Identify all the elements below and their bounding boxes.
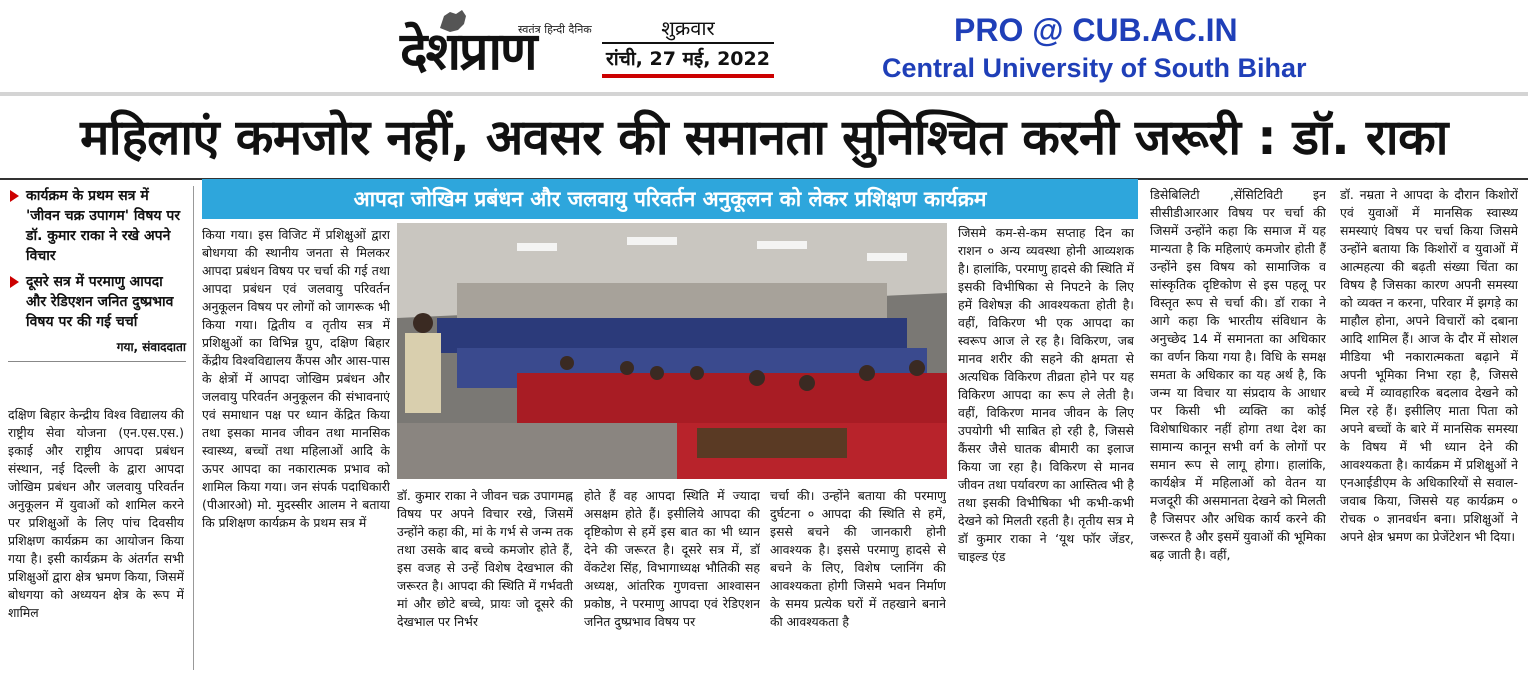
column-divider: [193, 186, 194, 670]
seminar-hall-photo: [397, 223, 947, 479]
column-text: होते हैं वह आपदा स्थिति में ज्यादा असक्षम होते हैं। इसीलिये आपदा की दृष्टिकोण से हमें इस बात का भी ध्यान देने की जरूरत है। दूसरे सत्र में, डॉ वेंकटेश सिंह, विभागाध्यक्ष भौतिकी सह अध्यक्ष, आंतरिक गुणवत्ता आश्वासन प्रकोष्ठ, ने परमाणु आपदा एवं रेडिएशन जनित दुष्प्रभाव विषय पर: [584, 488, 760, 629]
arrow-bullet-icon: [10, 190, 19, 202]
column-text: दक्षिण बिहार केन्द्रीय विश्व विद्यालय की राष्ट्रीय सेवा योजना (एन.एस.एस.) इकाई और राष्ट्रीय आपदा प्रबंधन संस्थान, नई दिल्ली के द्वारा आपदा जोखिम प्रबंधन और जलवायु परिवर्तन अनुकूलन में युवाओं को शामिल करने पर प्रशिक्षुओं के लिए पांच दिवसीय प्रशिक्षण कार्यक्रम का आयोजन किया गया है। इसी कार्यक्रम के अंतर्गत सभी प्रशिक्षुओं द्वारा क्षेत्र भ्रमण किया, जिसमें बोधगया को अध्ययन क्षेत्र के रूप में शामिल: [8, 407, 184, 620]
column-text: किया गया। इस विजिट में प्रशिक्षुओं द्वारा बोधगया की स्थानीय जनता से मिलकर आपदा प्रबंधन विषय पर चर्चा की गई तथा आपदा प्रबंधन एवं जलवायु परिवर्तन अनुकूलन विषय पर लोगों को जागरूक भी किया गया। द्वितीय व तृतीय सत्र में प्रशिक्षुओं का विभिन्न ग्रुप, दक्षिण बिहार केंद्रीय विश्वविद्यालय कैंपस और आस-पास के क्षेत्रों में आपदा जोखिम प्रबंधन और जलवायु परिवर्तन अनुकूलन की संभावनाएं एवं समाधान पक्ष पर ध्यान केंद्रित किया तथा इसका मानव जीवन तथा मानसिक स्वास्थ्य, बच्चों तथा महिलाओं आदि के ऊपर आपदा का नकारात्मक प्रभाव को शामिल किया गया। जन संपर्क पदाधिकारी (पीआरओ) मो. मुदस्सीर आलम ने बताया कि प्रशिक्षण कार्यक्रम के प्रथम सत्र में: [202, 227, 390, 530]
article-column-7: [1150, 186, 1326, 668]
highlights-box: [8, 186, 186, 370]
masthead: [0, 0, 1528, 92]
column-text: डॉ. कुमार राका ने जीवन चक्र उपागमह्न विषय पर अपने विचार रखे, जिसमें उन्होंने कहा की, मां के गर्भ से जन्म तक तथा उसके बाद बच्चे कमजोर होते हैं, इस वजह से उन्हें विशेष देखभाल की जरूरत है। आपदा की स्थिति में गर्भवती मां और छोटे बच्चे, प्रायः जो दूसरे की देखभाल पर निर्भर: [397, 488, 573, 629]
issue-date-block: [602, 16, 774, 78]
logo-text: देशप्राण: [400, 21, 536, 82]
logo-tagline: स्वतंत्र हिन्दी दैनिक: [518, 23, 592, 36]
seminar-hall-illustration: [397, 223, 947, 479]
column-text: डॉ. नम्रता ने आपदा के दौरान किशोरों एवं युवाओं में मानसिक स्वास्थ्य समस्याएं विषय पर चर्चा किया जिसमे उन्होंने बताया कि किशोरों व युवाओं में आत्महत्या की बढ़ती संख्या चिंता का विषय है जिसका कारण अपनी समस्या को व्यक्त न करना, परिवार में झगड़े का माहौल होना, अपने विचारों को दबाना आदि शामिल हैं। आज के दौर में सोशल मीडिया भी नकारात्मकता बढ़ाने में अपनी भूमिका निभा रहा है, जिससे बच्चे में व्यावहारिक बदलाव देखने को मिल रहे हैं। इसीलिए माता पिता को अपने बच्चों के बारे में मानसिक समस्या के विषय में भी ध्यान देने की आवश्यकता है। कार्यक्रम में प्रशिक्षुओं ने एनआईडीएम के अधिकारियों से सवाल-जवाब किया, जिससे यह कार्यक्रम ० रोचक ० ज्ञानवर्धन बना। प्रशिक्षुओं ने अपने क्षेत्र भ्रमण का प्रेजेंटेशन भी दिया।: [1340, 187, 1518, 544]
article-column-1: [8, 406, 184, 668]
date-divider: [602, 42, 774, 44]
issue-day: शुक्रवार: [661, 16, 715, 40]
dateline: गया, संवाददाता: [116, 340, 186, 354]
article-column-3: [397, 487, 573, 669]
page-title: महिलाएं कमजोर नहीं, अवसर की समानता सुनिश्चित करनी जरूरी : डॉ. राका: [80, 109, 1448, 166]
university-name: Central University of South Bihar: [882, 53, 1307, 83]
article-column-5: [770, 487, 946, 669]
arrow-bullet-icon: [10, 276, 19, 288]
subheadline: आपदा जोखिम प्रबंधन और जलवायु परिवर्तन अनुकूलन को लेकर प्रशिक्षण कार्यक्रम: [353, 187, 987, 211]
highlight-text: कार्यक्रम के प्रथम सत्र में 'जीवन चक्र उपागम' विषय पर डॉ. कुमार राका ने रखे अपने विचार: [26, 188, 181, 264]
dateline-rule: [8, 361, 186, 362]
date-underline: [602, 74, 774, 78]
column-text: चर्चा की। उन्होंने बताया की परमाणु दुर्घटना ० आपदा की स्थिति से हमें, इससे बचने की जानकारी होनी आवश्यक है। इससे परमाणु हादसे से बचने के लिए, विशेष प्लानिंग की आवश्यकता होगी जिसमे भवन निर्माण के समय प्रत्येक घरों में तहखाने बनाने की आवश्यकता है: [770, 488, 946, 629]
issue-date: रांची, 27 मई, 2022: [606, 48, 770, 70]
highlight-item: [8, 272, 186, 332]
newspaper-logo: [400, 8, 590, 86]
article-column-6: [958, 224, 1134, 668]
highlight-text: दूसरे सत्र में परमाणु आपदा और रेडिएशन जनित दुष्प्रभाव विषय पर की गई चर्चा: [26, 274, 174, 330]
article-column-8: [1340, 186, 1518, 668]
article-column-4: [584, 487, 760, 669]
masthead-divider: [0, 92, 1528, 96]
pro-email: PRO @ CUB.AC.IN: [954, 12, 1238, 48]
column-text: डिसेबिलिटी ,सेंसिटिविटी इन सीसीडीआरआर विषय पर चर्चा की जिसमें उन्होंने कहा कि समाज में यह मान्यता है कि महिलाएं कमजोर होती हैं उन्होंने इस विषय को सामाजिक व सांस्कृतिक दृष्टिकोण से इस पहलू पर विस्तृत रूप से चर्चा की। डॉ राका ने आगे कहा कि भारतीय संविधान के अनुच्छेद 14 में समानता का अधिकार का वर्णन किया गया है। विधि के समक्ष समता के अधिकार का यह अर्थ है, कि जन्म या विचार या संप्रदाय के आधार पर किसी भी व्यक्ति का कोई विशेषाधिकार नहीं होगा तथा देश का सामान्य कानून सभी वर्ग के लोगों पर समान रूप से लागू होगा। हालांकि, कार्यक्षेत्र में महिलाओं को वेतन या मजदूरी की असमानता देखने को मिलती है जिसपर और अधिक कार्य करने की जरूरत है और इसमें युवाओं की भूमिका बढ़ जाती है। वहीं,: [1150, 187, 1326, 562]
article-column-2: [202, 226, 390, 668]
column-text: जिसमे कम-से-कम सप्ताह दिन का राशन ० अन्य व्यवस्था होनी आव्यशक है। हालांकि, परमाणु हादसे की स्थिति में इसकी विभीषिका से निपटने के लिए हमें विशेषज्ञ की आवश्यकता होती है। वहीं, विकिरण भी एक आपदा का स्वरूप आज ले रह है। विकिरण, जब मानव शरीर की सहने की क्षमता से अत्यधिक विकिरण तीव्रता होने पर यह विकिरण आपदा का रूप ले लेती है। वहीं, विकिरण मानव जीवन के लिए उपयोगी भी साबित हो रही है, जिससे कैंसर जैसे घातक बीमारी का इलाज किया जा रहा है। विकिरण से मानव जीवन तथा पर्यावरण का आस्तित्व भी है तथा इसकी विभीषिका भी कभी-कभी देखने को मिलती रहती है। तृतीय सत्र मे डॉ कुमार राका ने ‘यूथ फॉर जेंडर, चाइल्ड एंड: [958, 225, 1134, 564]
subheadline-banner: [202, 179, 1138, 219]
highlight-item: [8, 186, 186, 266]
